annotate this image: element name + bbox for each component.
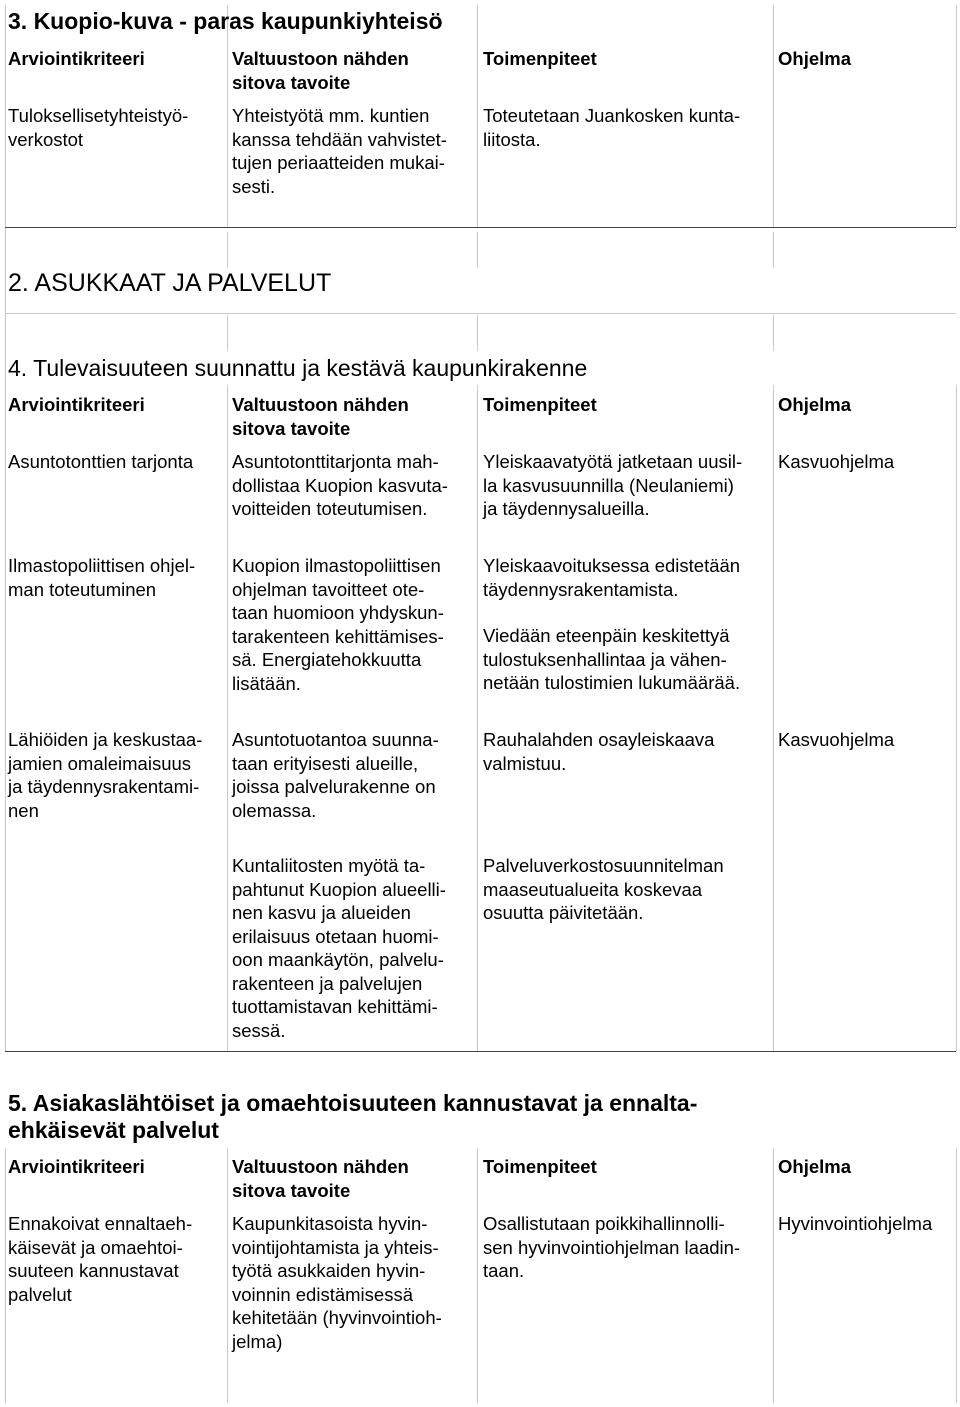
column-divider — [477, 385, 478, 1051]
goal-text: Asuntotonttitarjonta mah- dollistaa Kuopion kasvuta- voitteiden toteutumisen. — [232, 451, 448, 519]
header-ohjelma: Ohjelma — [778, 48, 851, 69]
column-divider — [5, 5, 6, 1051]
column-divider — [227, 385, 228, 1051]
column-divider — [227, 1148, 228, 1403]
goal-text: Asuntotuotantoa suunna- taan erityisesti alueille, joissa palvelurakenne on olemassa. — [232, 729, 439, 821]
action-text: Toteutetaan Juankosken kunta- liitosta. — [483, 105, 741, 150]
header-toimenpiteet: Toimenpiteet — [483, 394, 597, 415]
action-text: Rauhalahden osayleiskaava valmistuu. — [483, 729, 715, 774]
program-text: Kasvuohjelma — [778, 729, 895, 750]
header-arviointikriteeri: Arviointikriteeri — [8, 1156, 145, 1177]
column-divider — [956, 1148, 957, 1403]
header-valtuustoon-tavoite: Valtuustoon nähden sitova tavoite — [232, 48, 409, 93]
row-divider — [5, 313, 956, 314]
column-divider — [773, 1148, 774, 1403]
header-valtuustoon-tavoite: Valtuustoon nähden sitova tavoite — [232, 1156, 409, 1201]
column-divider — [477, 5, 478, 227]
action-text: Yleiskaavatyötä jatketaan uusil- la kasvusuunnilla (Neulaniemi) ja täydennysalueilla. — [483, 451, 743, 519]
column-divider — [477, 232, 478, 268]
column-divider — [956, 5, 957, 227]
section-2-title: 2. ASUKKAAT JA PALVELUT — [8, 269, 332, 297]
section-5-title: 5. Asiakaslähtöiset ja omaehtoisuuteen kannustavat ja ennalta- ehkäisevät palvelut — [8, 1090, 698, 1143]
column-divider — [773, 385, 774, 1051]
row-divider — [5, 1051, 956, 1052]
column-divider — [227, 5, 228, 227]
goal-text: Kuntaliitosten myötä ta- pahtunut Kuopion alueelli- nen kasvu ja alueiden erilaisuus otetaan huomi- oon maankäytön, palvelu- rakenteen ja palvelujen tuottamistavan kehittämi- sessä. — [232, 855, 446, 1041]
criterion-text: Ilmastopoliittisen ohjel- man toteutuminen — [8, 555, 196, 600]
program-text: Hyvinvointiohjelma — [778, 1213, 933, 1234]
criterion-text: Asuntotonttien tarjonta — [8, 451, 194, 472]
header-arviointikriteeri: Arviointikriteeri — [8, 394, 145, 415]
header-toimenpiteet: Toimenpiteet — [483, 48, 597, 69]
goal-text: Kaupunkitasoista hyvin- vointijohtamista ja yhteis- työtä asukkaiden hyvin- voinnin edistämisessä kehitetään (hyvinvointioh- jelma) — [232, 1213, 442, 1352]
header-valtuustoon-tavoite: Valtuustoon nähden sitova tavoite — [232, 394, 409, 439]
column-divider — [773, 232, 774, 268]
column-divider — [227, 315, 228, 351]
action-text: Yleiskaavoituksessa edistetään täydennysrakentamista. — [483, 555, 741, 600]
section-4-title: 4. Tulevaisuuteen suunnattu ja kestävä kaupunkirakenne — [8, 355, 588, 381]
criterion-text: Tuloksellisetyhteistyö- verkostot — [8, 105, 189, 150]
program-text: Kasvuohjelma — [778, 451, 895, 472]
header-ohjelma: Ohjelma — [778, 1156, 851, 1177]
section-3-title: 3. Kuopio-kuva - paras kaupunkiyhteisö — [8, 8, 443, 34]
column-divider — [956, 385, 957, 1051]
header-toimenpiteet: Toimenpiteet — [483, 1156, 597, 1177]
column-divider — [773, 5, 774, 227]
header-ohjelma: Ohjelma — [778, 394, 851, 415]
column-divider — [773, 315, 774, 351]
column-divider — [477, 1148, 478, 1403]
column-divider — [5, 1148, 6, 1403]
criterion-text: Lähiöiden ja keskustaa- jamien omaleimaisuus ja täydennysrakentami- nen — [8, 729, 203, 821]
header-arviointikriteeri: Arviointikriteeri — [8, 48, 145, 69]
goal-text: Kuopion ilmastopoliittisen ohjelman tavoitteet ote- taan huomioon yhdyskun- tarakenteen kehittämises- sä. Energiatehokkuutta lisätään. — [232, 555, 444, 694]
row-divider — [5, 227, 956, 228]
criterion-text: Ennakoivat ennaltaeh- käisevät ja omaehtoi- suuteen kannustavat palvelut — [8, 1213, 193, 1305]
action-text: Palveluverkostosuunnitelman maaseutualueita koskevaa osuutta päivitetään. — [483, 855, 724, 923]
goal-text: Yhteistyötä mm. kuntien kanssa tehdään vahvistet- tujen periaatteiden mukai- sesti. — [232, 105, 447, 197]
column-divider — [477, 315, 478, 351]
action-text: Osallistutaan poikkihallinnolli- sen hyvinvointiohjelman laadin- taan. — [483, 1213, 741, 1281]
action-text: Viedään eteenpäin keskitettyä tulostuksenhallintaa ja vähen- netään tulostimien lukumäärää. — [483, 625, 741, 693]
column-divider — [227, 232, 228, 268]
